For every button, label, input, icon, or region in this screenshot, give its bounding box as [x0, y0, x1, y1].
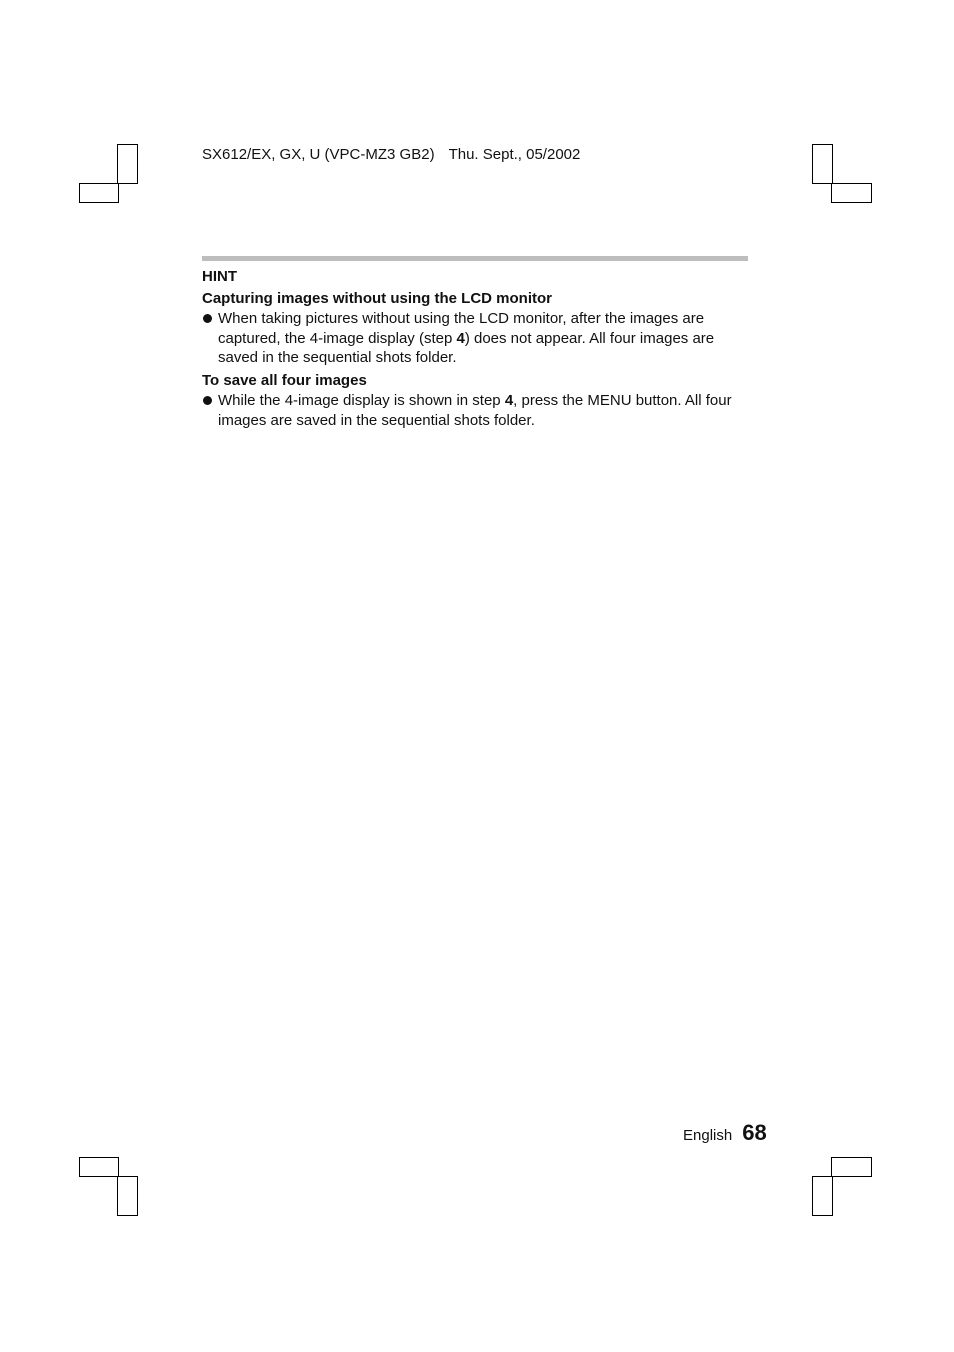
list-item — [202, 309, 748, 368]
page-footer — [683, 1120, 767, 1146]
crop-mark-top-left-vertical — [117, 144, 138, 184]
section-heading-save: To save all four images — [202, 371, 367, 389]
bullet-icon — [203, 314, 212, 323]
header-date: Thu. Sept., 05/2002 — [448, 146, 581, 163]
bullet-text: ) does not appear. All four images are saved in the sequential shots folder. — [218, 329, 715, 366]
list-item — [202, 391, 748, 430]
footer-language: English — [683, 1127, 733, 1144]
hint-label: HINT — [202, 268, 237, 285]
crop-mark-bottom-left-vertical — [117, 1176, 138, 1216]
bullet-text: When taking pictures without using the LCD monitor, after the images are captured, the 4-image display (step — [218, 310, 705, 347]
crop-mark-top-right-horizontal — [831, 183, 872, 203]
crop-mark-bottom-left-horizontal — [79, 1157, 119, 1177]
crop-mark-top-left-horizontal — [79, 183, 119, 203]
crop-mark-bottom-right-horizontal — [831, 1157, 872, 1177]
bullet-text: While the 4-image display is shown in step — [218, 392, 505, 409]
crop-mark-bottom-right-vertical — [812, 1176, 833, 1216]
bullet-icon — [203, 396, 212, 405]
page-number: 68 — [742, 1120, 767, 1145]
bullet-text: , press the MENU button. All four images are saved in the sequential shots folder. — [218, 392, 732, 429]
document-header — [202, 146, 580, 163]
section-heading-capturing: Capturing images without using the LCD monitor — [202, 289, 552, 307]
header-model: SX612/EX, GX, U (VPC-MZ3 GB2) — [202, 146, 435, 163]
step-number: 4 — [456, 329, 465, 347]
hint-box — [202, 267, 748, 431]
step-number: 4 — [504, 392, 514, 409]
section-divider — [202, 256, 748, 261]
crop-mark-top-right-vertical — [812, 144, 833, 184]
